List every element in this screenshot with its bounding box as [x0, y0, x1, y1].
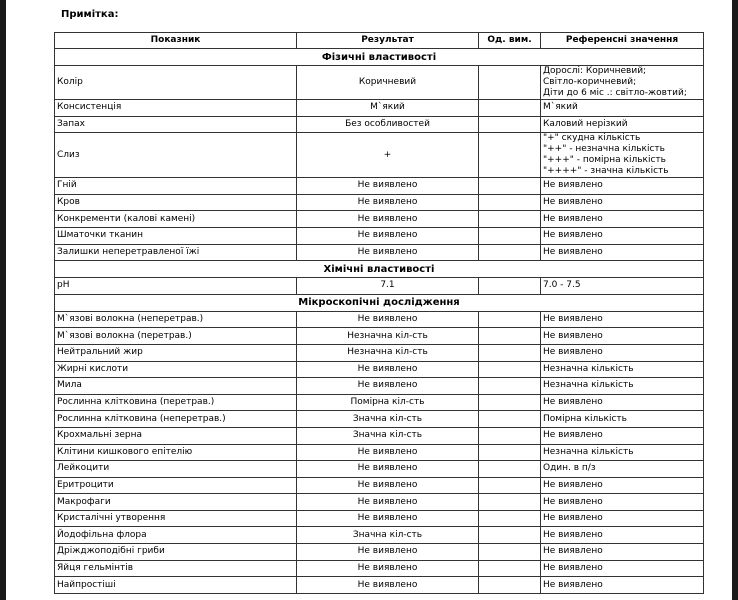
reference-line: Не виявлено — [543, 562, 603, 573]
indicator-cell: Шматочки тканин — [55, 227, 297, 244]
reference-cell — [541, 194, 704, 211]
table-row — [55, 577, 704, 594]
section-title: Хімічні властивості — [55, 261, 704, 278]
reference-cell — [541, 427, 704, 444]
table-row — [55, 461, 704, 478]
indicator-cell: Конкременти (калові камені) — [55, 211, 297, 228]
table-body — [55, 49, 704, 594]
reference-line: Незначна кількість — [543, 363, 634, 374]
unit-cell — [479, 560, 541, 577]
indicator-cell: Кристалічні утворення — [55, 510, 297, 527]
indicator-cell: Клітини кишкового епітелію — [55, 444, 297, 461]
table-row — [55, 411, 704, 428]
unit-cell — [479, 194, 541, 211]
result-cell: Не виявлено — [297, 544, 479, 561]
reference-line: М`який — [543, 102, 578, 113]
indicator-cell: Гній — [55, 178, 297, 195]
table-row — [55, 244, 704, 261]
result-cell: Незначна кіл-сть — [297, 344, 479, 361]
indicator-cell: Колір — [55, 66, 297, 100]
result-cell: М`який — [297, 100, 479, 117]
left-edge-border — [0, 0, 6, 600]
reference-line: Помірна кількість — [543, 413, 627, 424]
indicator-cell: Лейкоцити — [55, 461, 297, 478]
result-cell: Не виявлено — [297, 227, 479, 244]
reference-cell — [541, 444, 704, 461]
unit-cell — [479, 378, 541, 395]
table-row — [55, 544, 704, 561]
reference-cell — [541, 66, 704, 100]
result-cell: Без особливостей — [297, 116, 479, 133]
unit-cell — [479, 510, 541, 527]
reference-line: Не виявлено — [543, 430, 603, 441]
reference-cell — [541, 178, 704, 195]
indicator-cell: pH — [55, 278, 297, 295]
indicator-cell: Найпростіші — [55, 577, 297, 594]
indicator-cell: Яйця гельмінтів — [55, 560, 297, 577]
reference-cell — [541, 494, 704, 511]
reference-line: Не виявлено — [543, 230, 603, 241]
reference-line: Не виявлено — [543, 314, 603, 325]
result-cell: Незначна кіл-сть — [297, 328, 479, 345]
indicator-cell: Макрофаги — [55, 494, 297, 511]
reference-line: Не виявлено — [543, 479, 603, 490]
reference-line: Не виявлено — [543, 496, 603, 507]
table-row — [55, 494, 704, 511]
result-cell: Помірна кіл-сть — [297, 394, 479, 411]
indicator-cell: Кров — [55, 194, 297, 211]
reference-cell — [541, 278, 704, 295]
reference-line: Не виявлено — [543, 197, 603, 208]
reference-line: "+" скудна кількість — [543, 133, 641, 144]
section-row — [55, 261, 704, 278]
indicator-cell: Консистенція — [55, 100, 297, 117]
reference-line: Не виявлено — [543, 546, 603, 557]
result-cell: Не виявлено — [297, 244, 479, 261]
reference-cell — [541, 378, 704, 395]
reference-cell — [541, 461, 704, 478]
table-row — [55, 100, 704, 117]
unit-cell — [479, 311, 541, 328]
indicator-cell: Йодофільна флора — [55, 527, 297, 544]
table-row — [55, 444, 704, 461]
indicator-cell: Жирні кислоти — [55, 361, 297, 378]
header-reference: Референсні значення — [541, 33, 704, 49]
unit-cell — [479, 411, 541, 428]
unit-cell — [479, 494, 541, 511]
table-row — [55, 66, 704, 100]
reference-cell — [541, 577, 704, 594]
reference-cell — [541, 544, 704, 561]
table-row — [55, 344, 704, 361]
table-row — [55, 311, 704, 328]
indicator-cell: Мила — [55, 378, 297, 395]
result-cell: 7.1 — [297, 278, 479, 295]
unit-cell — [479, 577, 541, 594]
result-cell: Не виявлено — [297, 477, 479, 494]
table-row — [55, 211, 704, 228]
unit-cell — [479, 394, 541, 411]
unit-cell — [479, 477, 541, 494]
reference-line: Світло-коричневий; — [543, 77, 637, 87]
reference-line: Не виявлено — [543, 213, 603, 224]
unit-cell — [479, 544, 541, 561]
reference-cell — [541, 394, 704, 411]
table-row — [55, 133, 704, 178]
result-cell: Не виявлено — [297, 361, 479, 378]
reference-cell — [541, 211, 704, 228]
reference-line: Незначна кількість — [543, 446, 634, 457]
indicator-cell: М`язові волокна (неперетрав.) — [55, 311, 297, 328]
result-cell: Коричневий — [297, 66, 479, 100]
reference-cell — [541, 477, 704, 494]
indicator-cell: Нейтральний жир — [55, 344, 297, 361]
reference-line: "++++" - значна кількість — [543, 166, 669, 177]
table-row — [55, 394, 704, 411]
indicator-cell: Рослинна клітковина (перетрав.) — [55, 394, 297, 411]
reference-cell — [541, 133, 704, 178]
table-row — [55, 427, 704, 444]
reference-line: Не виявлено — [543, 246, 603, 257]
result-cell: Не виявлено — [297, 211, 479, 228]
result-cell: Не виявлено — [297, 577, 479, 594]
section-title: Фізичні властивості — [55, 49, 704, 66]
unit-cell — [479, 133, 541, 178]
unit-cell — [479, 116, 541, 133]
header-unit: Од. вим. — [479, 33, 541, 49]
reference-cell — [541, 100, 704, 117]
reference-line: Діти до 6 міс .: світло-жовтий; — [543, 88, 687, 98]
reference-line: Один. в п/з — [543, 463, 596, 474]
unit-cell — [479, 178, 541, 195]
reference-line: Не виявлено — [543, 397, 603, 408]
reference-line: "+++" - помірна кількість — [543, 155, 666, 166]
header-result: Результат — [297, 33, 479, 49]
table-header-row — [55, 33, 704, 49]
table-row — [55, 560, 704, 577]
reference-line: Не виявлено — [543, 180, 603, 191]
table-row — [55, 477, 704, 494]
table-row — [55, 194, 704, 211]
result-cell: Не виявлено — [297, 194, 479, 211]
indicator-cell: Рослинна клітковина (неперетрав.) — [55, 411, 297, 428]
unit-cell — [479, 344, 541, 361]
table-row — [55, 328, 704, 345]
indicator-cell: Еритроцити — [55, 477, 297, 494]
reference-cell — [541, 361, 704, 378]
reference-line: Незначна кількість — [543, 380, 634, 391]
reference-cell — [541, 311, 704, 328]
unit-cell — [479, 244, 541, 261]
reference-line: Не виявлено — [543, 579, 603, 590]
reference-cell — [541, 560, 704, 577]
unit-cell — [479, 278, 541, 295]
unit-cell — [479, 227, 541, 244]
reference-cell — [541, 244, 704, 261]
reference-line: Не виявлено — [543, 513, 603, 524]
table-row — [55, 361, 704, 378]
indicator-cell: Крохмальні зерна — [55, 427, 297, 444]
reference-line: Не виявлено — [543, 347, 603, 358]
reference-line: Дорослі: Коричневий; — [543, 66, 647, 76]
result-cell: Не виявлено — [297, 560, 479, 577]
indicator-cell: Залишки неперетравленої їжі — [55, 244, 297, 261]
unit-cell — [479, 100, 541, 117]
table-row — [55, 278, 704, 295]
unit-cell — [479, 461, 541, 478]
unit-cell — [479, 527, 541, 544]
reference-line: Не виявлено — [543, 529, 603, 540]
result-cell: Значна кіл-сть — [297, 411, 479, 428]
section-row — [55, 49, 704, 66]
table-row — [55, 510, 704, 527]
unit-cell — [479, 444, 541, 461]
indicator-cell: Запах — [55, 116, 297, 133]
result-cell: Не виявлено — [297, 510, 479, 527]
indicator-cell: Дріжджоподібні гриби — [55, 544, 297, 561]
right-edge-border — [732, 0, 738, 600]
table-row — [55, 116, 704, 133]
result-cell: Не виявлено — [297, 444, 479, 461]
table-row — [55, 378, 704, 395]
unit-cell — [479, 211, 541, 228]
results-table — [54, 32, 704, 594]
reference-cell — [541, 411, 704, 428]
reference-line: "++" - незначна кількість — [543, 144, 665, 155]
reference-line: 7.0 - 7.5 — [543, 280, 581, 291]
table-row — [55, 178, 704, 195]
section-title: Мікроскопічні дослідження — [55, 294, 704, 311]
reference-cell — [541, 510, 704, 527]
unit-cell — [479, 328, 541, 345]
indicator-cell: Слиз — [55, 133, 297, 178]
result-cell: Не виявлено — [297, 378, 479, 395]
reference-cell — [541, 527, 704, 544]
result-cell: + — [297, 133, 479, 178]
note-label: Примітка: — [61, 9, 119, 20]
unit-cell — [479, 427, 541, 444]
reference-line: Каловий нерізкий — [543, 118, 628, 129]
table-row — [55, 227, 704, 244]
indicator-cell: М`язові волокна (перетрав.) — [55, 328, 297, 345]
result-cell: Не виявлено — [297, 311, 479, 328]
reference-cell — [541, 344, 704, 361]
reference-cell — [541, 227, 704, 244]
reference-cell — [541, 116, 704, 133]
unit-cell — [479, 66, 541, 100]
result-cell: Значна кіл-сть — [297, 427, 479, 444]
table-row — [55, 527, 704, 544]
header-indicator: Показник — [55, 33, 297, 49]
reference-line: Не виявлено — [543, 330, 603, 341]
result-cell: Значна кіл-сть — [297, 527, 479, 544]
reference-cell — [541, 328, 704, 345]
section-row — [55, 294, 704, 311]
unit-cell — [479, 361, 541, 378]
result-cell: Не виявлено — [297, 461, 479, 478]
result-cell: Не виявлено — [297, 494, 479, 511]
result-cell: Не виявлено — [297, 178, 479, 195]
